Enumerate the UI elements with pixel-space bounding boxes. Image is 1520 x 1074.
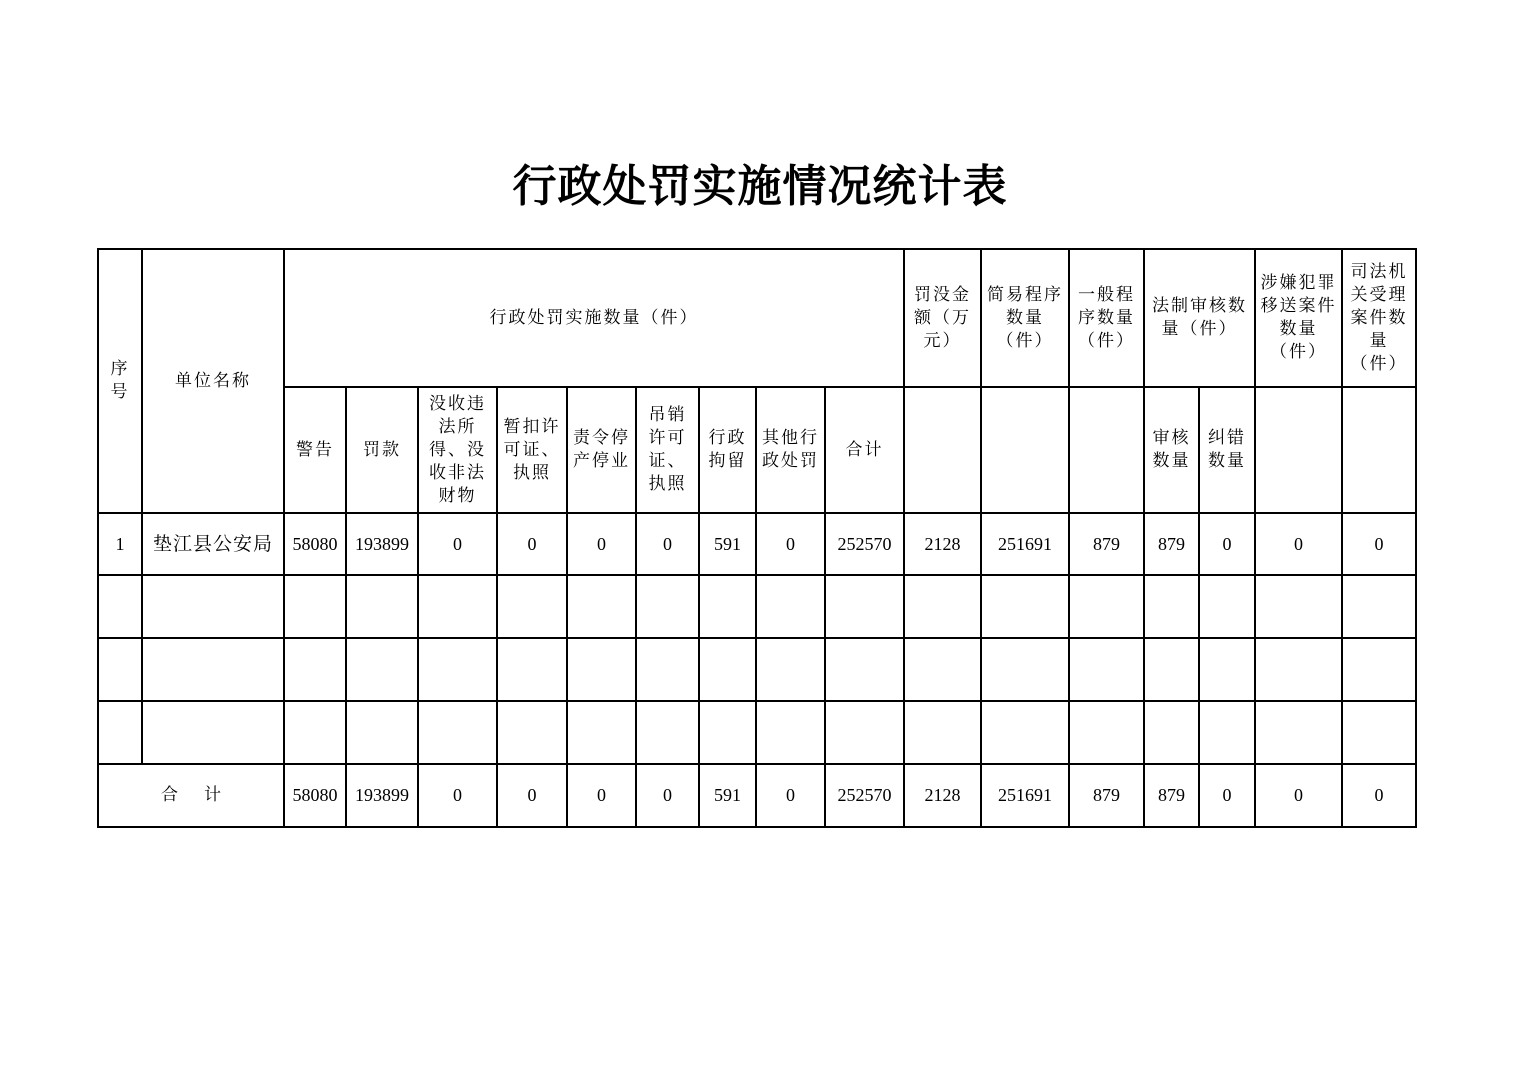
cell-simple: 251691 (981, 513, 1069, 575)
header-revoke-license: 吊销许可证、执照 (636, 387, 699, 513)
empty-cell (284, 575, 346, 638)
header-warning: 警告 (284, 387, 346, 513)
empty-cell (1255, 638, 1342, 701)
empty-table-row (98, 638, 1416, 701)
total-warning: 58080 (284, 764, 346, 827)
total-amount: 2128 (904, 764, 981, 827)
empty-cell (346, 701, 418, 764)
empty-cell (756, 701, 825, 764)
empty-cell (418, 701, 497, 764)
cell-transfer: 0 (1255, 513, 1342, 575)
total-label-char-1: 合 (161, 785, 178, 805)
empty-cell (1342, 638, 1416, 701)
header-other-penalty: 其他行政处罚 (756, 387, 825, 513)
empty-cell (98, 701, 142, 764)
total-other: 0 (756, 764, 825, 827)
empty-cell (567, 575, 636, 638)
cell-seq: 1 (98, 513, 142, 575)
empty-cell (981, 701, 1069, 764)
table-row (98, 513, 1416, 575)
empty-cell (699, 701, 756, 764)
header-seq: 序号 (98, 249, 142, 513)
empty-cell (418, 575, 497, 638)
cell-review: 879 (1144, 513, 1199, 575)
cell-unit-name: 垫江县公安局 (142, 513, 284, 575)
header-subtotal: 合计 (825, 387, 904, 513)
total-review: 879 (1144, 764, 1199, 827)
empty-header-cell (981, 387, 1069, 513)
empty-cell (346, 638, 418, 701)
empty-cell (1199, 638, 1255, 701)
cell-correction: 0 (1199, 513, 1255, 575)
total-label-char-2: 计 (204, 785, 221, 805)
empty-cell (825, 701, 904, 764)
header-implementation-group: 行政处罚实施数量（件） (284, 249, 904, 387)
total-row (98, 764, 1416, 827)
empty-cell (904, 638, 981, 701)
cell-order-stop: 0 (567, 513, 636, 575)
total-fine: 193899 (346, 764, 418, 827)
empty-cell (567, 638, 636, 701)
cell-detention: 591 (699, 513, 756, 575)
total-confiscate: 0 (418, 764, 497, 827)
header-fine: 罚款 (346, 387, 418, 513)
header-detention: 行政拘留 (699, 387, 756, 513)
empty-table-row (98, 701, 1416, 764)
empty-cell (1255, 701, 1342, 764)
empty-cell (98, 575, 142, 638)
empty-cell (825, 638, 904, 701)
total-suspend: 0 (497, 764, 567, 827)
cell-revoke: 0 (636, 513, 699, 575)
cell-subtotal: 252570 (825, 513, 904, 575)
empty-cell (825, 575, 904, 638)
empty-cell (981, 638, 1069, 701)
empty-cell (1144, 575, 1199, 638)
cell-suspend: 0 (497, 513, 567, 575)
total-subtotal: 252570 (825, 764, 904, 827)
empty-cell (98, 638, 142, 701)
empty-cell (418, 638, 497, 701)
header-confiscation-amount: 罚没金额（万元） (904, 249, 981, 387)
header-row-2 (98, 387, 1416, 513)
total-general: 879 (1069, 764, 1144, 827)
empty-cell (497, 575, 567, 638)
total-revoke: 0 (636, 764, 699, 827)
total-correction: 0 (1199, 764, 1255, 827)
empty-header-cell (1069, 387, 1144, 513)
empty-cell (1199, 701, 1255, 764)
empty-cell (756, 575, 825, 638)
header-simple-procedure: 简易程序数量（件） (981, 249, 1069, 387)
total-order-stop: 0 (567, 764, 636, 827)
cell-amount: 2128 (904, 513, 981, 575)
empty-cell (497, 638, 567, 701)
header-unit-name: 单位名称 (142, 249, 284, 513)
empty-cell (904, 701, 981, 764)
header-judicial-accepted: 司法机关受理案件数量（件） (1342, 249, 1416, 387)
header-crime-transfer: 涉嫌犯罪移送案件数量（件） (1255, 249, 1342, 387)
empty-table-row (98, 575, 1416, 638)
header-suspend-license: 暂扣许可证、执照 (497, 387, 567, 513)
empty-cell (1144, 638, 1199, 701)
empty-header-cell (904, 387, 981, 513)
cell-warning: 58080 (284, 513, 346, 575)
empty-cell (904, 575, 981, 638)
header-order-stop: 责令停产停业 (567, 387, 636, 513)
empty-cell (142, 638, 284, 701)
empty-cell (699, 638, 756, 701)
header-row-1 (98, 249, 1416, 387)
header-review-count: 审核数量 (1144, 387, 1199, 513)
empty-cell (1069, 575, 1144, 638)
empty-cell (142, 575, 284, 638)
total-transfer: 0 (1255, 764, 1342, 827)
total-judicial: 0 (1342, 764, 1416, 827)
cell-judicial: 0 (1342, 513, 1416, 575)
empty-cell (142, 701, 284, 764)
empty-cell (981, 575, 1069, 638)
empty-cell (284, 638, 346, 701)
cell-other: 0 (756, 513, 825, 575)
empty-cell (636, 638, 699, 701)
header-general-procedure: 一般程序数量（件） (1069, 249, 1144, 387)
empty-cell (1069, 701, 1144, 764)
cell-general: 879 (1069, 513, 1144, 575)
empty-cell (346, 575, 418, 638)
empty-cell (636, 575, 699, 638)
empty-cell (1255, 575, 1342, 638)
total-detention: 591 (699, 764, 756, 827)
empty-cell (1199, 575, 1255, 638)
empty-cell (636, 701, 699, 764)
cell-confiscate: 0 (418, 513, 497, 575)
header-legal-review-group: 法制审核数量（件） (1144, 249, 1255, 387)
header-correction-count: 纠错数量 (1199, 387, 1255, 513)
total-label (98, 764, 284, 827)
empty-cell (567, 701, 636, 764)
header-confiscate-illegal: 没收违法所得、没收非法财物 (418, 387, 497, 513)
empty-header-cell (1342, 387, 1416, 513)
empty-cell (756, 638, 825, 701)
empty-header-cell (1255, 387, 1342, 513)
total-simple: 251691 (981, 764, 1069, 827)
empty-cell (1069, 638, 1144, 701)
empty-cell (284, 701, 346, 764)
cell-fine: 193899 (346, 513, 418, 575)
empty-cell (1144, 701, 1199, 764)
page-title: 行政处罚实施情况统计表 (512, 161, 1008, 212)
empty-cell (497, 701, 567, 764)
empty-cell (1342, 575, 1416, 638)
statistics-table (97, 248, 1417, 828)
empty-cell (699, 575, 756, 638)
empty-cell (1342, 701, 1416, 764)
